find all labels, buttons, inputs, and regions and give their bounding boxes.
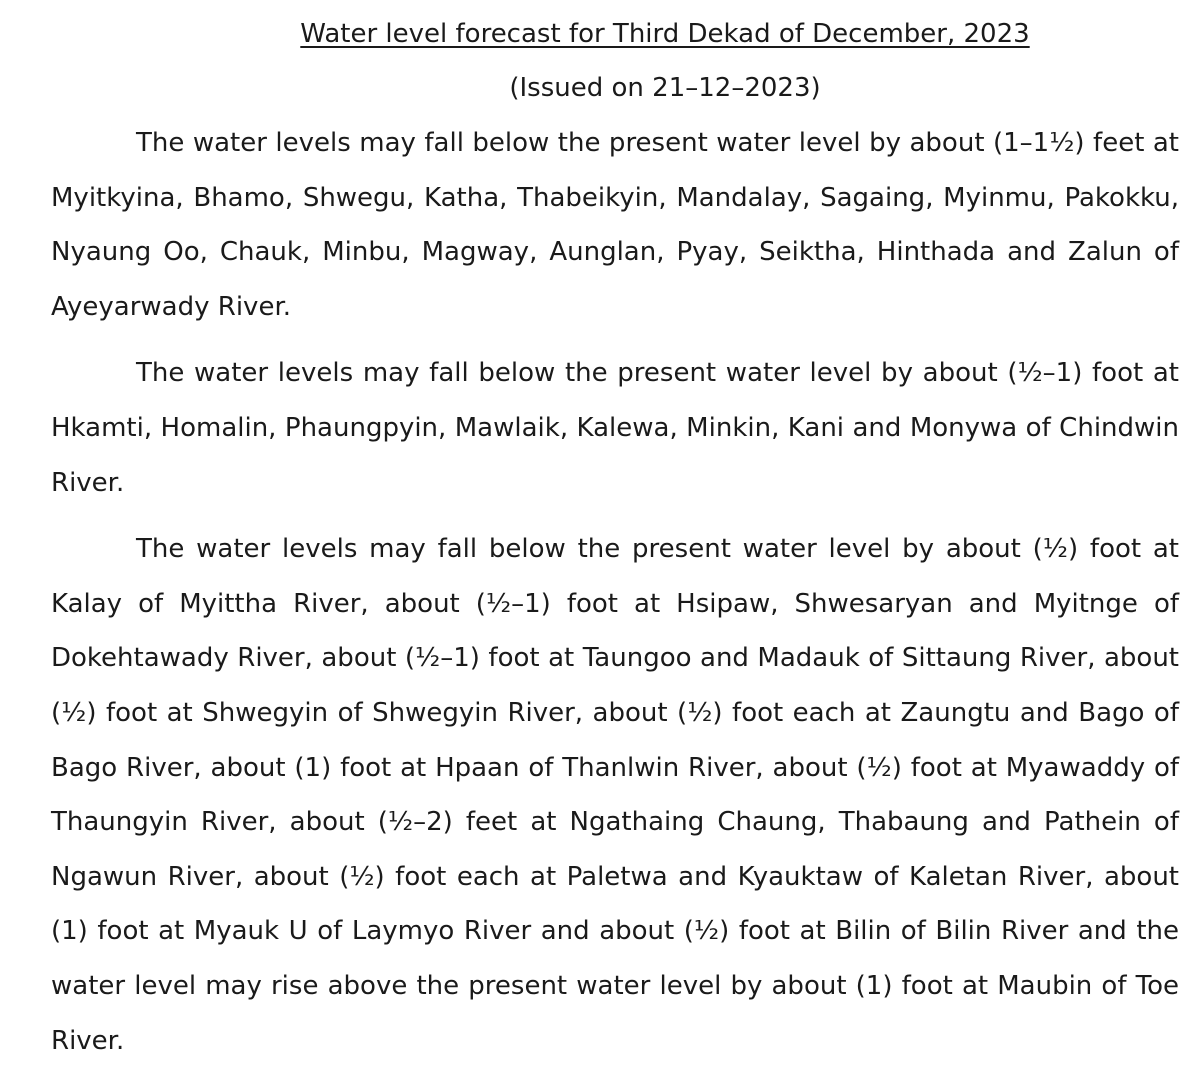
document-title-text: Water level forecast for Third Dekad of December, 2023 <box>300 19 1030 49</box>
paragraph-ayeyarwady: The water levels may fall below the present water level by about (1–1½) feet at Myitkyina, Bhamo, Shwegu, Katha, Thabeikyin, Mandalay, Sagaing, Myinmu, Pakokku, Nyaung Oo, Chauk, Minbu, Magway, Aunglan, Pyay, Seiktha, Hinthada and Zalun of Ayeyarwady River. <box>51 128 1179 322</box>
document-page <box>51 14 1179 1068</box>
document-title <box>51 14 1179 54</box>
paragraph-other-rivers: The water levels may fall below the present water level by about (½) foot at Kalay of Myittha River, about (½–1) foot at Hsipaw, Shwesaryan and Myitnge of Dokehtawady River, about (½–1) foot at Taungoo and Madauk of Sittaung River, about (½) foot at Shwegyin of Shwegyin River, about (½) foot each at Zaungtu and Bago of Bago River, about (1) foot at Hpaan of Thanlwin River, about (½) foot at Myawaddy of Thaungyin River, about (½–2) feet at Ngathaing Chaung, Thabaung and Pathein of Ngawun River, about (½) foot each at Paletwa and Kyauktaw of Kaletan River, about (1) foot at Myauk U of Laymyo River and about (½) foot at Bilin of Bilin River and the water level may rise above the present water level by about (1) foot at Maubin of Toe River. <box>51 534 1179 1056</box>
paragraph-chindwin: The water levels may fall below the present water level by about (½–1) foot at Hkamti, Homalin, Phaungpyin, Mawlaik, Kalewa, Minkin, Kani and Monywa of Chindwin River. <box>51 358 1179 498</box>
issued-date: (Issued on 21–12–2023) <box>509 73 821 103</box>
